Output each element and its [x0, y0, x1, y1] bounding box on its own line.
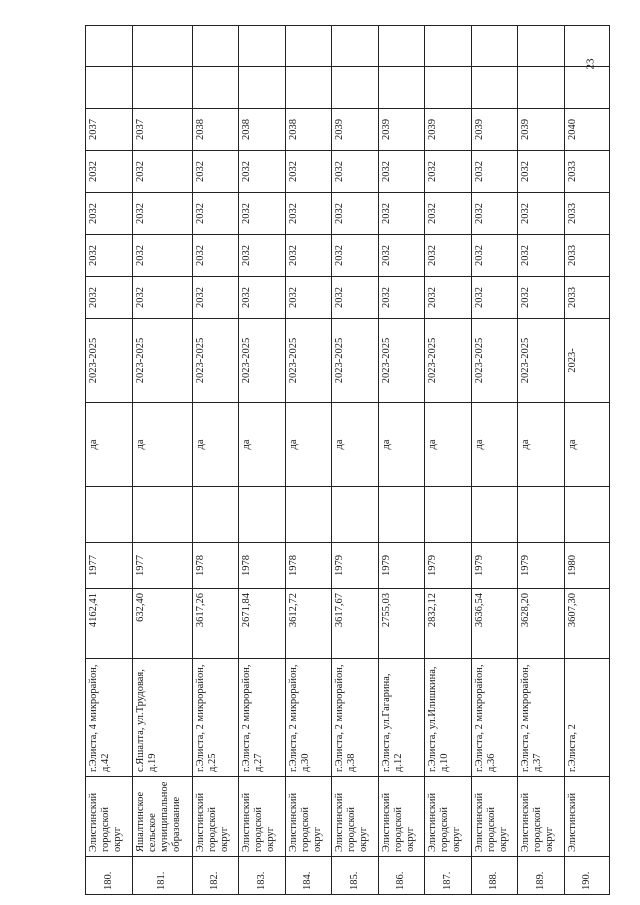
blank-cell — [425, 487, 472, 543]
empty-cell — [239, 67, 286, 109]
row-number: 184. — [285, 857, 332, 895]
year-cell-1: 2032 — [425, 277, 472, 319]
address-cell: с.Яшалта, ул.Трудовая, д.19 — [132, 659, 192, 777]
empty-cell — [332, 67, 379, 109]
period-cell: 2023-2025 — [132, 319, 192, 403]
period-cell: 2023-2025 — [471, 319, 518, 403]
year-cell-1: 2032 — [86, 277, 133, 319]
blank-cell — [285, 487, 332, 543]
empty-cell — [239, 26, 286, 67]
year-cell-4: 2032 — [192, 151, 239, 193]
year-cell-4: 2032 — [132, 151, 192, 193]
municipality-cell: Элистинский городской округ — [425, 777, 472, 857]
year-cell-2: 2032 — [86, 235, 133, 277]
flag-cell: да — [425, 403, 472, 487]
area-cell: 3607,30 — [564, 589, 609, 659]
empty-cell — [86, 67, 133, 109]
empty-cell — [425, 26, 472, 67]
municipality-cell: Элистинский городской округ — [471, 777, 518, 857]
year-cell-1: 2032 — [332, 277, 379, 319]
row-number: 181. — [132, 857, 192, 895]
address-cell: г.Элиста, 2 микрорайон, д.30 — [285, 659, 332, 777]
year-cell-2: 2033 — [564, 235, 609, 277]
year-cell-2: 2032 — [518, 235, 565, 277]
year-cell-2: 2032 — [425, 235, 472, 277]
year-cell-2: 2032 — [132, 235, 192, 277]
year-cell-5: 2039 — [425, 109, 472, 151]
year-cell-3: 2032 — [378, 193, 425, 235]
blank-cell — [518, 487, 565, 543]
empty-cell — [192, 26, 239, 67]
area-cell: 3617,26 — [192, 589, 239, 659]
blank-cell — [132, 487, 192, 543]
empty-cell — [564, 26, 609, 67]
year-cell-3: 2032 — [332, 193, 379, 235]
blank-cell — [471, 487, 518, 543]
empty-cell — [471, 67, 518, 109]
address-cell: г.Элиста, 2 — [564, 659, 609, 777]
year-cell-3: 2032 — [518, 193, 565, 235]
year-cell-2: 2032 — [471, 235, 518, 277]
year-cell-4: 2032 — [239, 151, 286, 193]
year-cell-4: 2032 — [471, 151, 518, 193]
year-cell-1: 2032 — [378, 277, 425, 319]
address-cell: г.Элиста, ул.Илишкина, д.10 — [425, 659, 472, 777]
year-cell-3: 2032 — [239, 193, 286, 235]
year-cell-4: 2032 — [425, 151, 472, 193]
year-cell-5: 2038 — [285, 109, 332, 151]
empty-cell — [425, 67, 472, 109]
year-cell-1: 2032 — [192, 277, 239, 319]
blank-cell — [192, 487, 239, 543]
year-built-cell: 1979 — [332, 543, 379, 589]
year-cell-5: 2037 — [132, 109, 192, 151]
year-cell-3: 2033 — [564, 193, 609, 235]
municipality-cell: Элистинский городской округ — [86, 777, 133, 857]
year-cell-3: 2032 — [471, 193, 518, 235]
flag-cell: да — [192, 403, 239, 487]
empty-cell — [132, 67, 192, 109]
table-row — [285, 26, 332, 895]
flag-cell: да — [378, 403, 425, 487]
table-body — [86, 26, 610, 895]
table-row — [378, 26, 425, 895]
rotated-table-wrapper — [85, 40, 610, 895]
address-cell: г.Элиста, 2 микрорайон, д.27 — [239, 659, 286, 777]
blank-cell — [564, 487, 609, 543]
empty-cell — [378, 67, 425, 109]
table-row — [86, 26, 133, 895]
table-row — [192, 26, 239, 895]
blank-cell — [86, 487, 133, 543]
row-number: 189. — [518, 857, 565, 895]
address-cell: г.Элиста, 2 микрорайон, д.25 — [192, 659, 239, 777]
year-built-cell: 1979 — [471, 543, 518, 589]
period-cell: 2023- — [564, 319, 609, 403]
period-cell: 2023-2025 — [332, 319, 379, 403]
year-built-cell: 1979 — [378, 543, 425, 589]
municipality-cell: Элистинский городской округ — [518, 777, 565, 857]
year-cell-5: 2038 — [192, 109, 239, 151]
flag-cell: да — [285, 403, 332, 487]
period-cell: 2023-2025 — [86, 319, 133, 403]
address-cell: г.Элиста, 2 микрорайон, д.37 — [518, 659, 565, 777]
municipality-cell: Элистинский городской округ — [285, 777, 332, 857]
year-cell-1: 2032 — [132, 277, 192, 319]
year-built-cell: 1979 — [425, 543, 472, 589]
empty-cell — [86, 26, 133, 67]
empty-cell — [518, 67, 565, 109]
year-built-cell: 1978 — [285, 543, 332, 589]
municipality-cell: Элистинский городской округ — [378, 777, 425, 857]
year-cell-5: 2038 — [239, 109, 286, 151]
year-cell-1: 2032 — [471, 277, 518, 319]
year-cell-3: 2032 — [132, 193, 192, 235]
year-cell-4: 2032 — [518, 151, 565, 193]
year-cell-4: 2032 — [378, 151, 425, 193]
period-cell: 2023-2025 — [239, 319, 286, 403]
year-cell-1: 2032 — [285, 277, 332, 319]
municipality-cell: Яшалтинское сельское муниципальное образование — [132, 777, 192, 857]
year-cell-2: 2032 — [285, 235, 332, 277]
year-built-cell: 1978 — [239, 543, 286, 589]
row-number: 183. — [239, 857, 286, 895]
flag-cell: да — [239, 403, 286, 487]
year-cell-1: 2032 — [518, 277, 565, 319]
year-cell-4: 2032 — [285, 151, 332, 193]
area-cell: 632,40 — [132, 589, 192, 659]
row-number: 180. — [86, 857, 133, 895]
year-cell-5: 2039 — [471, 109, 518, 151]
empty-cell — [132, 26, 192, 67]
year-built-cell: 1977 — [86, 543, 133, 589]
year-cell-2: 2032 — [239, 235, 286, 277]
address-cell: г.Элиста, 4 микрорайон, д.42 — [86, 659, 133, 777]
address-cell: г.Элиста, 2 микрорайон, д.36 — [471, 659, 518, 777]
year-cell-1: 2033 — [564, 277, 609, 319]
empty-cell — [285, 67, 332, 109]
table-container — [85, 40, 610, 895]
table-row — [132, 26, 192, 895]
area-cell: 2755,03 — [378, 589, 425, 659]
year-built-cell: 1978 — [192, 543, 239, 589]
area-cell: 3612,72 — [285, 589, 332, 659]
table-row — [425, 26, 472, 895]
empty-cell — [378, 26, 425, 67]
empty-cell — [192, 67, 239, 109]
row-number: 185. — [332, 857, 379, 895]
area-cell: 3628,20 — [518, 589, 565, 659]
empty-cell — [518, 26, 565, 67]
year-cell-2: 2032 — [192, 235, 239, 277]
area-cell: 3617,67 — [332, 589, 379, 659]
municipality-cell: Элистинский городской округ — [192, 777, 239, 857]
year-cell-4: 2032 — [332, 151, 379, 193]
municipality-cell: Элистинский городской округ — [332, 777, 379, 857]
blank-cell — [332, 487, 379, 543]
flag-cell: да — [332, 403, 379, 487]
empty-cell — [471, 26, 518, 67]
page-number: 23 — [584, 58, 597, 70]
flag-cell: да — [471, 403, 518, 487]
year-cell-3: 2032 — [86, 193, 133, 235]
address-cell: г.Элиста, ул.Гагарина, д.12 — [378, 659, 425, 777]
row-number: 188. — [471, 857, 518, 895]
flag-cell: да — [564, 403, 609, 487]
row-number: 190. — [564, 857, 609, 895]
area-cell: 4162,41 — [86, 589, 133, 659]
flag-cell: да — [86, 403, 133, 487]
flag-cell: да — [518, 403, 565, 487]
row-number: 182. — [192, 857, 239, 895]
year-cell-4: 2033 — [564, 151, 609, 193]
area-cell: 2671,84 — [239, 589, 286, 659]
empty-cell — [332, 26, 379, 67]
row-number: 187. — [425, 857, 472, 895]
year-cell-1: 2032 — [239, 277, 286, 319]
period-cell: 2023-2025 — [425, 319, 472, 403]
year-built-cell: 1979 — [518, 543, 565, 589]
year-cell-5: 2037 — [86, 109, 133, 151]
period-cell: 2023-2025 — [378, 319, 425, 403]
empty-cell — [285, 26, 332, 67]
period-cell: 2023-2025 — [518, 319, 565, 403]
table-row — [239, 26, 286, 895]
year-cell-5: 2040 — [564, 109, 609, 151]
year-cell-3: 2032 — [285, 193, 332, 235]
blank-cell — [378, 487, 425, 543]
year-built-cell: 1977 — [132, 543, 192, 589]
year-cell-2: 2032 — [378, 235, 425, 277]
year-built-cell: 1980 — [564, 543, 609, 589]
year-cell-5: 2039 — [518, 109, 565, 151]
table-row — [471, 26, 518, 895]
year-cell-5: 2039 — [378, 109, 425, 151]
row-number: 186. — [378, 857, 425, 895]
year-cell-3: 2032 — [425, 193, 472, 235]
municipality-cell: Элистинский городской округ — [239, 777, 286, 857]
year-cell-2: 2032 — [332, 235, 379, 277]
table-row — [518, 26, 565, 895]
area-cell: 3636,54 — [471, 589, 518, 659]
period-cell: 2023-2025 — [285, 319, 332, 403]
year-cell-3: 2032 — [192, 193, 239, 235]
flag-cell: да — [132, 403, 192, 487]
table-row — [564, 26, 609, 895]
table-row — [332, 26, 379, 895]
area-cell: 2832,12 — [425, 589, 472, 659]
address-cell: г.Элиста, 2 микрорайон, д.38 — [332, 659, 379, 777]
year-cell-5: 2039 — [332, 109, 379, 151]
year-cell-4: 2032 — [86, 151, 133, 193]
housing-table — [85, 25, 610, 895]
municipality-cell: Элистинский — [564, 777, 609, 857]
blank-cell — [239, 487, 286, 543]
empty-cell — [564, 67, 609, 109]
period-cell: 2023-2025 — [192, 319, 239, 403]
